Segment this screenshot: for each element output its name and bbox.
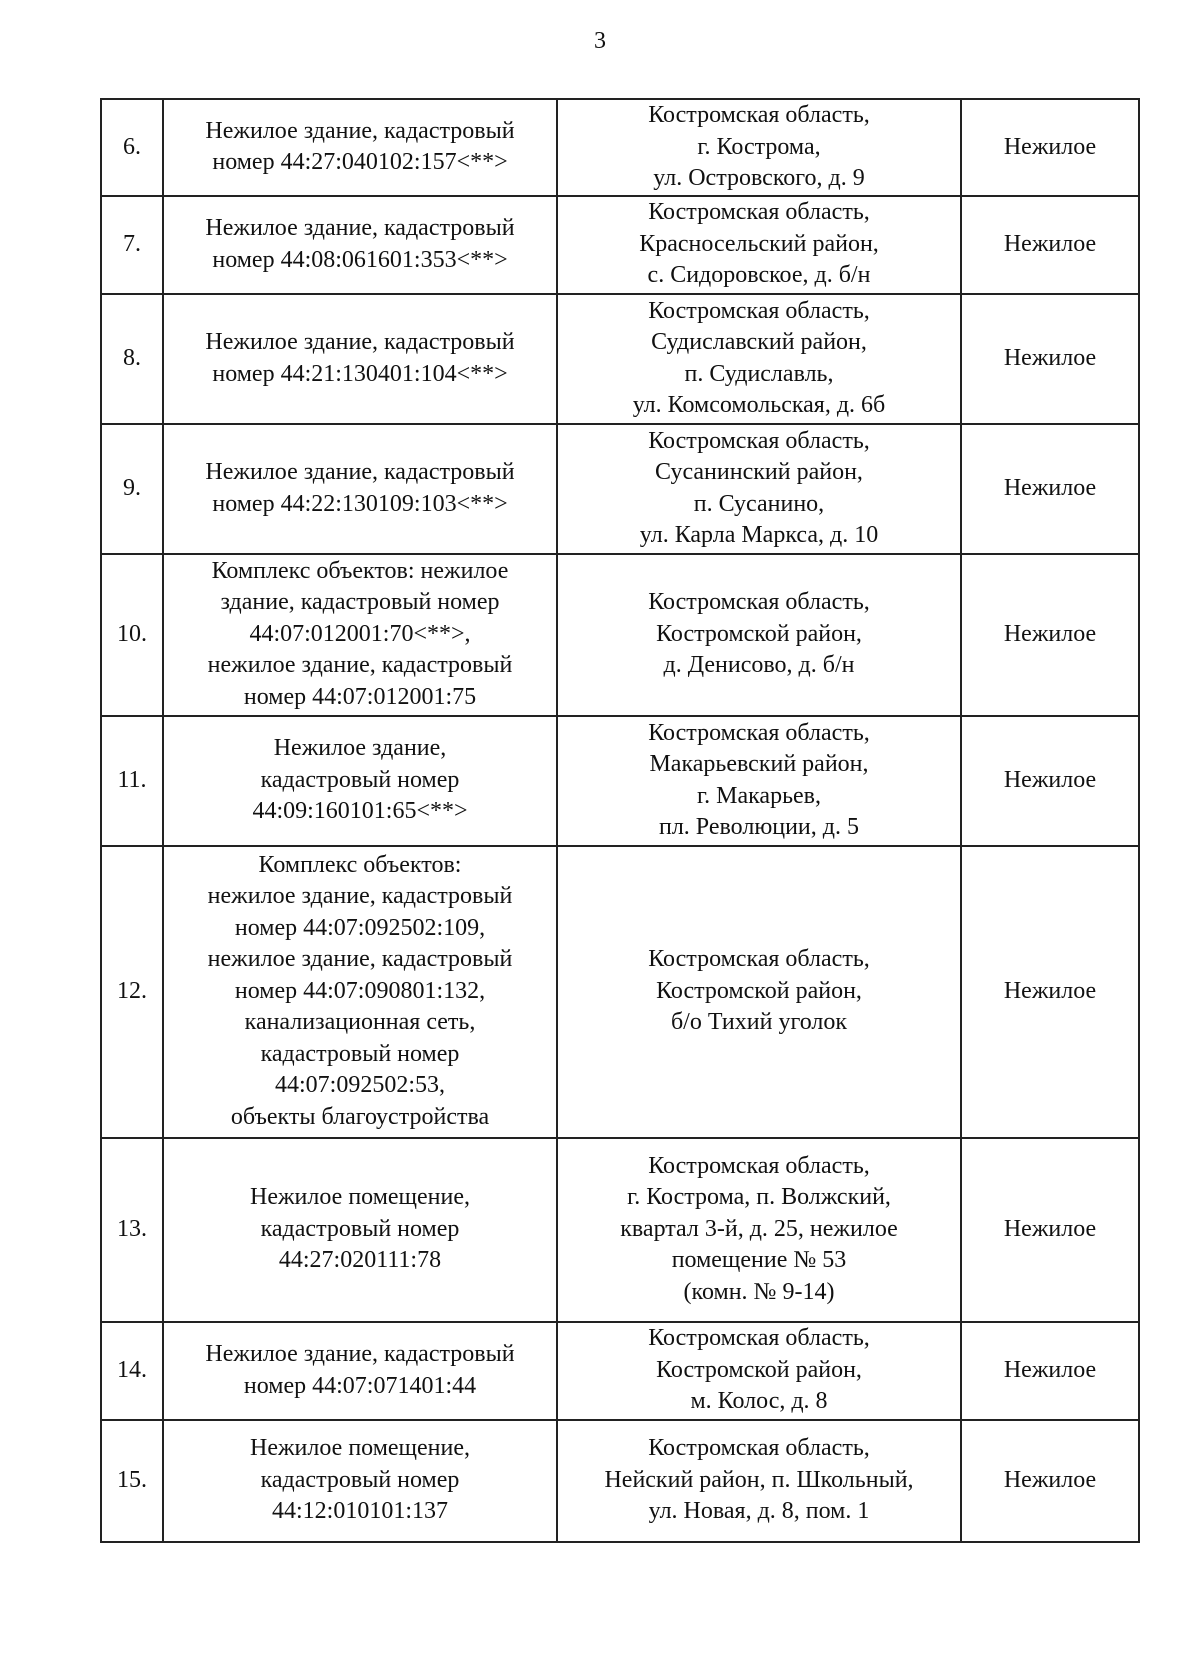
- row-number: 11.: [101, 716, 163, 846]
- table-row: [101, 554, 1139, 716]
- row-number: 8.: [101, 294, 163, 424]
- object-type: Нежилое: [961, 1322, 1139, 1420]
- row-number: 9.: [101, 424, 163, 554]
- object-address: Костромская область, Красносельский район, с. Сидоровское, д. б/н: [557, 196, 961, 294]
- object-name: Нежилое здание, кадастровый номер 44:07:071401:44: [163, 1322, 557, 1420]
- object-address: Костромская область, г. Кострома, п. Волжский, квартал 3-й, д. 25, нежилое помещение № 53 (комн. № 9-14): [557, 1138, 961, 1322]
- object-name: Комплекс объектов: нежилое здание, кадастровый номер 44:07:012001:70<**>, нежилое здание, кадастровый номер 44:07:012001:75: [163, 554, 557, 716]
- object-type: Нежилое: [961, 196, 1139, 294]
- table-row: [101, 424, 1139, 554]
- object-address: Костромская область, Костромской район, д. Денисово, д. б/н: [557, 554, 961, 716]
- object-type: Нежилое: [961, 1420, 1139, 1542]
- object-address: Костромская область, Судиславский район, п. Судиславль, ул. Комсомольская, д. 6б: [557, 294, 961, 424]
- table-row: [101, 846, 1139, 1138]
- object-name: Нежилое здание, кадастровый номер 44:21:130401:104<**>: [163, 294, 557, 424]
- object-type: Нежилое: [961, 554, 1139, 716]
- row-number: 7.: [101, 196, 163, 294]
- object-name: Нежилое помещение, кадастровый номер 44:27:020111:78: [163, 1138, 557, 1322]
- table-row: [101, 716, 1139, 846]
- property-table: [100, 98, 1140, 1543]
- object-address: Костромская область, Сусанинский район, п. Сусанино, ул. Карла Маркса, д. 10: [557, 424, 961, 554]
- object-type: Нежилое: [961, 294, 1139, 424]
- object-address: Костромская область, Макарьевский район, г. Макарьев, пл. Революции, д. 5: [557, 716, 961, 846]
- object-type: Нежилое: [961, 99, 1139, 196]
- row-number: 6.: [101, 99, 163, 196]
- object-address: Костромская область, Костромской район, м. Колос, д. 8: [557, 1322, 961, 1420]
- object-name: Комплекс объектов: нежилое здание, кадастровый номер 44:07:092502:109, нежилое здание, кадастровый номер 44:07:090801:132, канализационная сеть, кадастровый номер 44:07:092502:53, объекты благоустройства: [163, 846, 557, 1138]
- object-address: Костромская область, Нейский район, п. Школьный, ул. Новая, д. 8, пом. 1: [557, 1420, 961, 1542]
- table-row: [101, 196, 1139, 294]
- object-name: Нежилое здание, кадастровый номер 44:22:130109:103<**>: [163, 424, 557, 554]
- object-name: Нежилое здание, кадастровый номер 44:08:061601:353<**>: [163, 196, 557, 294]
- object-type: Нежилое: [961, 424, 1139, 554]
- row-number: 10.: [101, 554, 163, 716]
- row-number: 14.: [101, 1322, 163, 1420]
- table-row: [101, 294, 1139, 424]
- object-name: Нежилое помещение, кадастровый номер 44:12:010101:137: [163, 1420, 557, 1542]
- object-name: Нежилое здание, кадастровый номер 44:27:040102:157<**>: [163, 99, 557, 196]
- object-address: Костромская область, г. Кострома, ул. Островского, д. 9: [557, 99, 961, 196]
- object-type: Нежилое: [961, 1138, 1139, 1322]
- object-type: Нежилое: [961, 846, 1139, 1138]
- row-number: 12.: [101, 846, 163, 1138]
- row-number: 15.: [101, 1420, 163, 1542]
- object-type: Нежилое: [961, 716, 1139, 846]
- object-name: Нежилое здание, кадастровый номер 44:09:160101:65<**>: [163, 716, 557, 846]
- table-row: [101, 1420, 1139, 1542]
- table-row: [101, 99, 1139, 196]
- row-number: 13.: [101, 1138, 163, 1322]
- table-row: [101, 1138, 1139, 1322]
- table-row: [101, 1322, 1139, 1420]
- page-number: 3: [594, 28, 606, 54]
- object-address: Костромская область, Костромской район, б/о Тихий уголок: [557, 846, 961, 1138]
